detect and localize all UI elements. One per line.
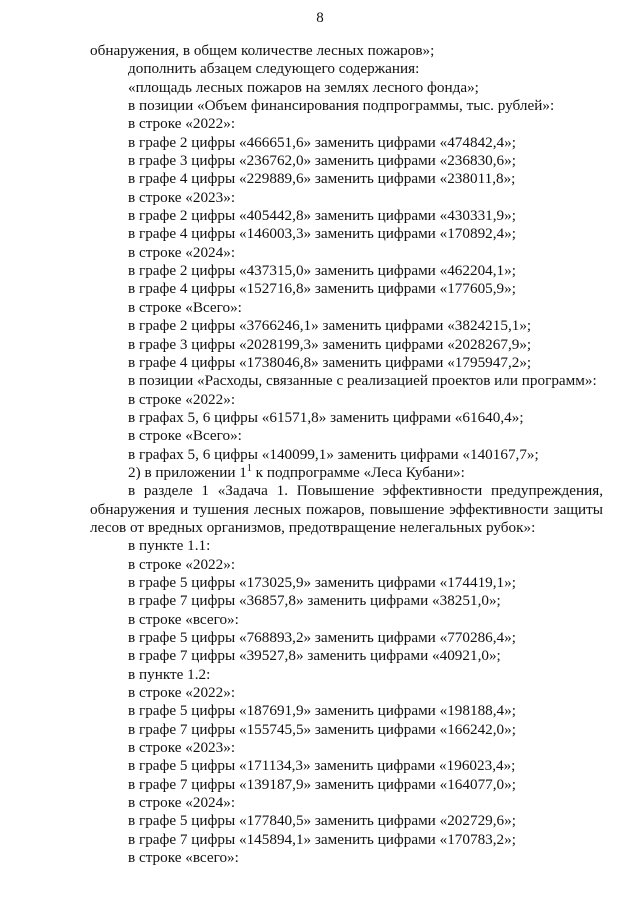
text-line: в графе 4 цифры «152716,8» заменить цифрами «177605,9»; [128,280,516,298]
text-line: в графе 2 цифры «3766246,1» заменить цифрами «3824215,1»; [128,317,532,335]
text-line: в графах 5, 6 цифры «61571,8» заменить цифрами «61640,4»; [128,408,524,426]
text-line: в графе 7 цифры «39527,8» заменить цифрами «40921,0»; [128,647,501,665]
page-number: 8 [316,10,324,26]
text-line: в графе 4 цифры «1738046,8» заменить цифрами «1795947,2»; [128,353,532,371]
text-line: в графе 7 цифры «145894,1» заменить цифрами «170783,2»; [128,830,516,848]
text-line: в строке «2024»: [128,794,236,812]
text-line: в графе 5 цифры «171134,3» заменить цифрами «196023,4»; [128,757,516,775]
text-line: в графе 4 цифры «146003,3» заменить цифрами «170892,4»; [128,225,516,243]
text-line: в графе 3 цифры «236762,0» заменить цифрами «236830,6»; [128,152,516,170]
text-line: в графе 5 цифры «177840,5» заменить цифрами «202729,6»; [128,812,516,830]
text-line: в строке «Всего»: [128,427,242,445]
text-line: в графах 5, 6 цифры «140099,1» заменить цифрами «140167,7»; [128,445,539,463]
text-line: в графе 5 цифры «187691,9» заменить цифрами «198188,4»; [128,702,516,720]
text-line: в строке «Всего»: [128,298,242,316]
text-line: в графе 7 цифры «36857,8» заменить цифрами «38251,0»; [128,592,501,610]
text-line: в строке «всего»: [128,610,239,628]
appendix-line [90,464,603,482]
text-line: в графе 7 цифры «155745,5» заменить цифрами «166242,0»; [128,720,516,738]
document-body [90,42,603,867]
text-line: в строке «2024»: [128,243,236,261]
text-line: в графе 4 цифры «229889,6» заменить цифрами «238011,8»; [128,170,516,188]
text-line: в строке «2023»: [128,739,236,757]
text-line: в графе 5 цифры «768893,2» заменить цифрами «770286,4»; [128,629,516,646]
section-paragraph-line-3: лесов от вредных организмов, предотвращение нелегальных рубок»: [90,518,536,536]
text-line: в графе 3 цифры «2028199,3» заменить цифрами «2028267,9»; [128,335,532,353]
section-paragraph-line-2: обнаружения и тушения лесных пожаров, повышение эффективности защиты [90,500,603,518]
text-line: в строке «2022»: [128,555,236,573]
text-line: обнаружения, в общем количестве лесных пожаров»; [90,42,435,59]
text-line: в графе 2 цифры «437315,0» заменить цифрами «462204,1»; [128,262,516,280]
text-line: в строке «2023»: [128,188,236,206]
section-paragraph-line-1: в разделе 1 «Задача 1. Повышение эффективности предупреждения, [128,482,603,500]
text-line: в графе 5 цифры «173025,9» заменить цифрами «174419,1»; [128,573,516,591]
appendix-line-after: к подпрограмме «Леса Кубани»: [251,463,465,481]
text-line: дополнить абзацем следующего содержания: [128,60,420,78]
text-line: в позиции «Расходы, связанные с реализацией проектов или программ»: [128,372,597,390]
text-line: «площадь лесных пожаров на землях лесного фонда»; [128,78,479,96]
text-line: в пункте 1.2: [128,665,211,683]
appendix-line-before: 2) в приложении 1 [128,463,247,481]
text-line: в пункте 1.1: [128,537,211,555]
text-line: в строке «2022»: [128,684,236,702]
text-line: в строке «2022»: [128,390,236,408]
appendix-superscript: 1 [246,462,252,474]
text-line: в графе 2 цифры «466651,6» заменить цифрами «474842,4»; [128,133,516,151]
text-line: в графе 7 цифры «139187,9» заменить цифрами «164077,0»; [128,775,516,793]
text-line: в позиции «Объем финансирования подпрограммы, тыс. рублей»: [128,97,555,115]
text-line: в строке «2022»: [128,115,236,133]
text-line: в строке «всего»: [128,849,239,867]
text-line: в графе 2 цифры «405442,8» заменить цифрами «430331,9»; [128,207,516,225]
